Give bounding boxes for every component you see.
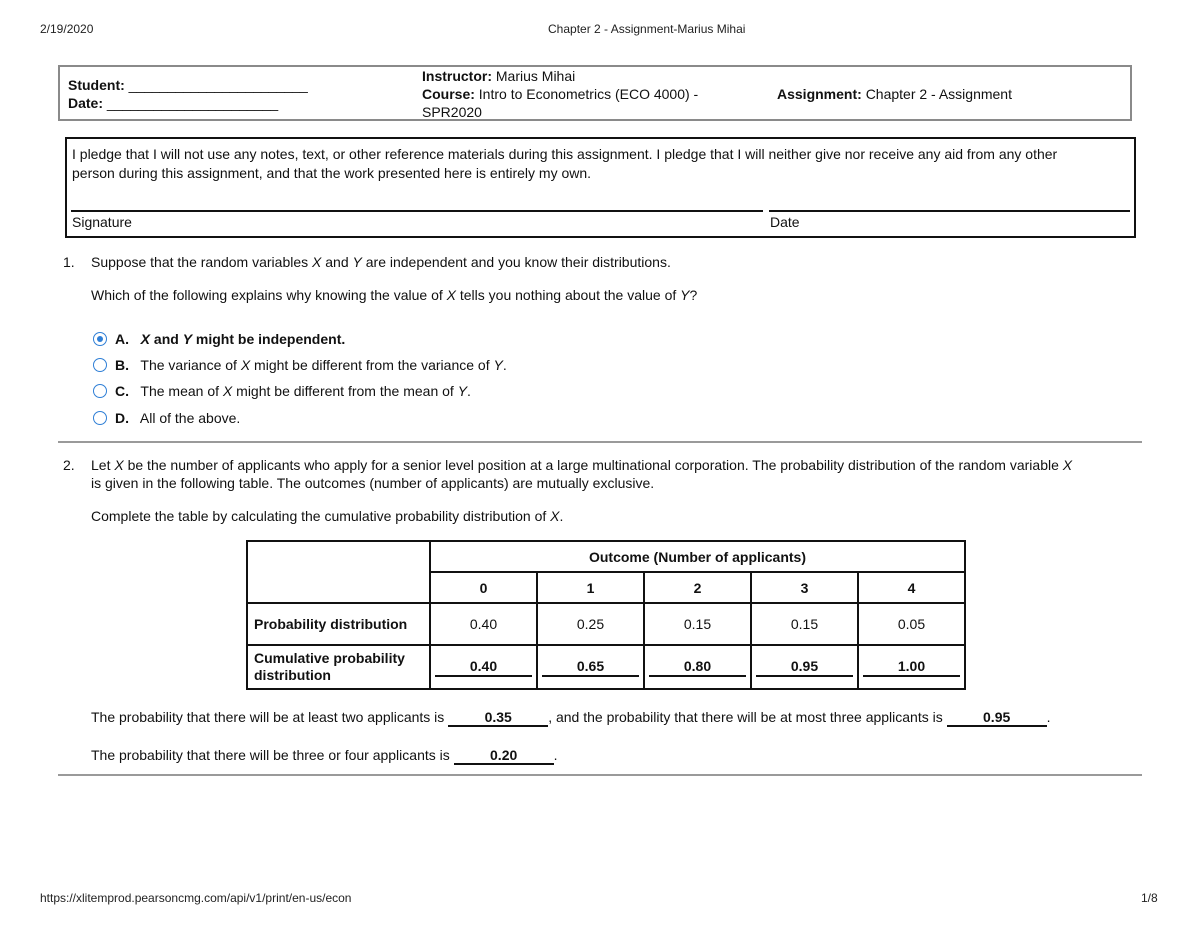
outcome-header: Outcome (Number of applicants) [430,541,965,572]
q1-prompt-part: Suppose that the random variables [91,254,313,270]
date-line [769,210,1130,212]
cumulative-cell[interactable] [430,645,537,689]
answer-three-or-four[interactable]: 0.20 [454,748,554,765]
table-header-row [247,541,965,572]
option-b[interactable] [115,357,507,373]
cumulative-cell[interactable] [751,645,858,689]
cumulative-cell[interactable] [537,645,644,689]
question-1-number: 1. [63,254,75,270]
outcome-cell: 2 [644,572,751,603]
course-value: Intro to Econometrics (ECO 4000) - [478,86,699,102]
instructor-label: Instructor: [422,68,492,84]
table-corner-cell [247,541,430,603]
var-x: X [140,331,151,347]
outcome-cell: 0 [430,572,537,603]
signature-line [71,210,763,212]
q1-question-part: Which of the following explains why knowing the value of [91,287,447,303]
instructor-value: Marius Mihai [495,68,576,84]
date-label: Date: [68,95,104,111]
question-2-intro-line2: is given in the following table. The outcomes (number of applicants) are mutually exclusive. [91,475,655,491]
sentence-text: . [1046,709,1051,725]
outcome-cell: 1 [537,572,644,603]
answer-sentence-1 [91,709,1051,727]
assignment-label: Assignment: [777,86,862,102]
q1-question-part: ? [689,287,698,303]
cumulative-label [247,645,430,689]
question-1-prompt [91,254,671,270]
cumulative-cell[interactable] [858,645,965,689]
option-b-radio[interactable] [93,358,107,372]
option-a-radio[interactable] [93,332,107,346]
cumulative-value: 0.95 [756,658,853,677]
q1-prompt-part: are independent and you know their distributions. [361,254,671,270]
option-d-letter: D. [115,410,129,426]
option-d[interactable] [115,410,240,426]
course-value-line2: SPR2020 [422,104,482,120]
option-a[interactable] [115,331,345,347]
q2-intro-part: Let [91,457,115,473]
student-label: Student: [68,77,125,93]
var-x: X [1062,457,1073,473]
var-y: Y [680,287,690,303]
var-x: X [222,383,233,399]
sentence-text: . [553,747,558,763]
print-date: 2/19/2020 [40,22,94,36]
var-x: X [114,457,124,473]
option-d-text: All of the above. [139,410,241,426]
answer-at-least-two[interactable]: 0.35 [448,710,548,727]
sentence-text: , and the probability that there will be at most three applicants is [548,709,943,725]
var-x: X [312,254,322,270]
probability-cell: 0.15 [644,603,751,645]
course-field [422,86,698,102]
outcome-cell: 3 [751,572,858,603]
cumulative-value: 1.00 [863,658,960,677]
date-field [68,95,278,111]
var-y: Y [352,254,362,270]
option-d-radio[interactable] [93,411,107,425]
option-a-text-post: might be independent. [192,331,346,347]
cumulative-value: 0.65 [542,658,639,677]
question-divider [58,441,1142,443]
sentence-text: The probability that there will be at least two applicants is [91,709,445,725]
course-label: Course: [422,86,475,102]
q2-intro-part: be the number of applicants who apply for a senior level position at a large multinational corporation. The probability distribution of the random variable [123,457,1063,473]
sentence-text: The probability that there will be three or four applicants is [91,747,450,763]
question-2-intro [91,457,1072,473]
cumulative-cell[interactable] [644,645,751,689]
page-number: 1/8 [1141,891,1158,905]
question-divider [58,774,1142,776]
distribution-table [246,540,966,690]
probability-row [247,603,965,645]
var-y: Y [493,357,503,373]
assignment-info-box [58,65,1132,121]
option-c[interactable] [115,383,471,399]
pledge-box [65,137,1136,238]
q1-prompt-part: and [321,254,353,270]
option-c-text-post: . [467,383,471,399]
cumulative-value: 0.80 [649,658,746,677]
option-a-letter: A. [115,331,129,347]
var-x: X [550,508,560,524]
footer-url: https://xlitemprod.pearsoncmg.com/api/v1/print/en-us/econ [40,891,352,905]
option-a-text: and [150,331,183,347]
student-value: _______________________ [128,77,308,93]
answer-sentence-2 [91,747,558,765]
page-title: Chapter 2 - Assignment-Marius Mihai [548,22,746,36]
option-c-letter: C. [115,383,129,399]
signature-label: Signature [72,214,132,230]
question-1-question [91,287,697,303]
var-y: Y [182,331,193,347]
probability-label: Probability distribution [247,603,430,645]
probability-cell: 0.05 [858,603,965,645]
cumulative-row [247,645,965,689]
pledge-text-line2: person during this assignment, and that the work presented here is entirely my own. [72,165,592,181]
option-b-text-pre: The variance of [140,357,241,373]
var-x: X [240,357,251,373]
outcome-cell: 4 [858,572,965,603]
option-c-text: might be different from the mean of [232,383,458,399]
q2-instruction-part: . [559,508,564,524]
assignment-field [777,86,1012,102]
var-y: Y [457,383,468,399]
q2-instruction-part: Complete the table by calculating the cumulative probability distribution of [91,508,551,524]
option-b-letter: B. [115,357,129,373]
cumulative-label-line1: Cumulative probability [254,650,405,666]
cumulative-label-line2: distribution [254,667,331,683]
probability-cell: 0.25 [537,603,644,645]
date-value: ______________________ [106,95,279,111]
option-c-text-pre: The mean of [140,383,223,399]
probability-cell: 0.40 [430,603,537,645]
assignment-value: Chapter 2 - Assignment [865,86,1012,102]
instructor-field [422,68,575,84]
var-x: X [446,287,456,303]
option-c-radio[interactable] [93,384,107,398]
option-b-text-post: . [502,357,507,373]
answer-at-most-three[interactable]: 0.95 [947,710,1047,727]
q1-question-part: tells you nothing about the value of [455,287,681,303]
student-field [68,77,308,93]
pledge-date-label: Date [770,214,800,230]
question-2-instruction [91,508,563,524]
option-b-text: might be different from the variance of [250,357,494,373]
cumulative-value: 0.40 [435,658,532,677]
probability-cell: 0.15 [751,603,858,645]
pledge-text-line1: I pledge that I will not use any notes, text, or other reference materials during this assignment. I pledge that I will neither give nor receive any aid from any other [72,146,1058,162]
question-2-number: 2. [63,457,75,473]
